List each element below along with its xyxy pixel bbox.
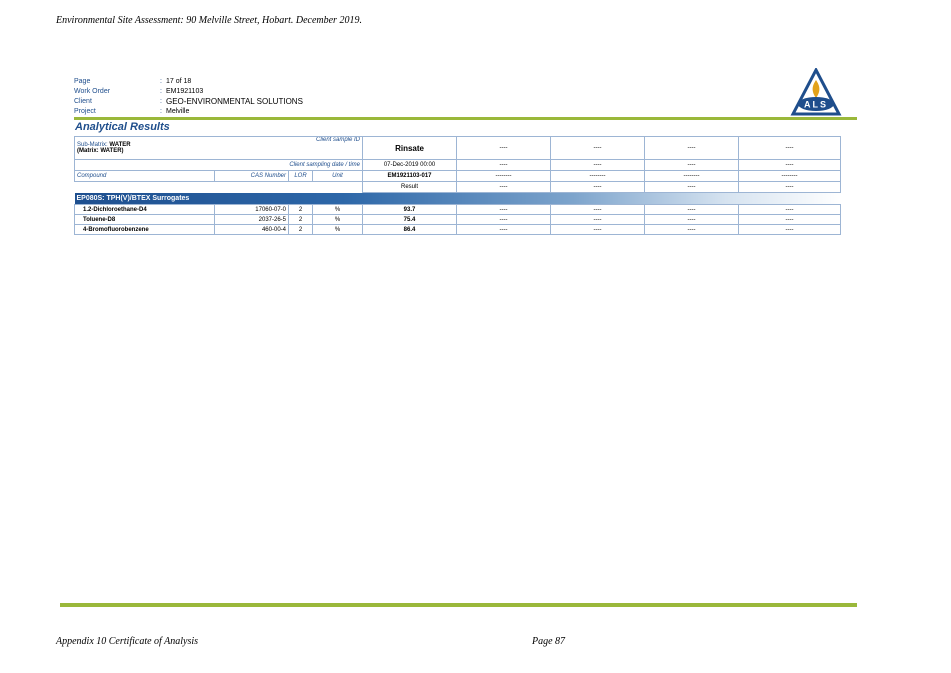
meta-colon: : (160, 98, 162, 105)
cas-header: CAS Number (215, 171, 289, 182)
logo-text: ALS (804, 99, 828, 110)
matrix-line: (Matrix: WATER) (77, 148, 124, 154)
unit-header: Unit (313, 171, 363, 182)
als-logo-icon (790, 68, 842, 118)
empty-value: ---- (457, 215, 551, 225)
group-header-row (75, 193, 841, 205)
meta-row-work-order (74, 87, 303, 97)
compound-name: 1.2-Dichloroethane-D4 (75, 205, 215, 215)
empty-value: ---- (739, 225, 841, 235)
cas-number: 460-00-4 (215, 225, 289, 235)
meta-label: Work Order (74, 88, 111, 95)
meta-row-project (74, 107, 303, 117)
empty-sample-id: ---- (457, 137, 551, 160)
result-value: 75.4 (363, 215, 457, 225)
sample-date-value: 07-Dec-2019 00:00 (363, 160, 457, 171)
result-value: 86.4 (363, 225, 457, 235)
empty-lab-id: -------- (645, 171, 739, 182)
lor-value: 2 (289, 225, 313, 235)
analytical-results-table (74, 136, 840, 235)
meta-colon: : (160, 78, 162, 85)
report-meta (74, 77, 303, 117)
empty-value: ---- (645, 205, 739, 215)
result-label-row (75, 182, 841, 193)
section-title: Analytical Results (75, 121, 170, 133)
table-row (75, 215, 841, 225)
compound-header: Compound (75, 171, 215, 182)
meta-colon: : (160, 108, 162, 115)
cas-number: 2037-26-5 (215, 215, 289, 225)
sample-id-row (75, 137, 841, 160)
meta-value: GEO-ENVIRONMENTAL SOLUTIONS (166, 97, 303, 106)
meta-value: 17 of 18 (166, 78, 192, 85)
client-sampling-label: Client sampling date / time (75, 160, 363, 171)
empty-result: ---- (551, 182, 645, 193)
document-header: Environmental Site Assessment: 90 Melville Street, Hobart. December 2019. (56, 15, 362, 26)
empty-lab-id: -------- (739, 171, 841, 182)
empty-date: ---- (551, 160, 645, 171)
empty-date: ---- (645, 160, 739, 171)
unit-value: % (313, 225, 363, 235)
client-sample-id-label: Client sample ID (289, 137, 363, 160)
meta-label: Project (74, 108, 96, 115)
empty-date: ---- (739, 160, 841, 171)
compound-name: 4-Bromofluorobenzene (75, 225, 215, 235)
empty-value: ---- (551, 205, 645, 215)
empty-lab-id: -------- (551, 171, 645, 182)
result-label: Result (363, 182, 457, 193)
lor-header: LOR (289, 171, 313, 182)
empty-value: ---- (551, 215, 645, 225)
empty-value: ---- (457, 205, 551, 215)
table-row (75, 205, 841, 215)
empty-sample-id: ---- (551, 137, 645, 160)
lor-value: 2 (289, 205, 313, 215)
result-value: 93.7 (363, 205, 457, 215)
meta-colon: : (160, 88, 162, 95)
cas-number: 17060-07-0 (215, 205, 289, 215)
page-number-value: 87 (555, 636, 566, 647)
sampling-date-row (75, 160, 841, 171)
page-prefix: Page (532, 636, 553, 647)
meta-row-page (74, 77, 303, 87)
meta-row-client (74, 97, 303, 107)
footer-rule (60, 603, 857, 607)
matrix-cell (75, 137, 289, 160)
empty-value: ---- (645, 215, 739, 225)
lor-value: 2 (289, 215, 313, 225)
empty-value: ---- (551, 225, 645, 235)
empty-value: ---- (645, 225, 739, 235)
empty-value: ---- (739, 205, 841, 215)
document-footer-title: Appendix 10 Certificate of Analysis (56, 636, 199, 647)
meta-value: Melville (166, 108, 190, 115)
lab-id-value: EM1921103-017 (363, 171, 457, 182)
compound-name: Toluene-D8 (75, 215, 215, 225)
empty-sample-id: ---- (739, 137, 841, 160)
page-number (532, 636, 565, 647)
group-title: EP080S: TPH(V)/BTEX Surrogates (75, 193, 841, 205)
result-label-spacer (75, 182, 363, 193)
sample-id-value: Rinsate (363, 137, 457, 160)
empty-result: ---- (739, 182, 841, 193)
empty-result: ---- (645, 182, 739, 193)
empty-result: ---- (457, 182, 551, 193)
unit-value: % (313, 215, 363, 225)
header-rule (74, 117, 857, 120)
submatrix-value: WATER (109, 142, 131, 148)
empty-value: ---- (457, 225, 551, 235)
meta-label: Page (74, 78, 91, 85)
meta-label: Client (74, 98, 92, 105)
empty-sample-id: ---- (645, 137, 739, 160)
empty-date: ---- (457, 160, 551, 171)
empty-lab-id: -------- (457, 171, 551, 182)
submatrix-label: Sub-Matrix: (77, 142, 108, 148)
meta-value: EM1921103 (166, 88, 204, 95)
column-header-row (75, 171, 841, 182)
empty-value: ---- (739, 215, 841, 225)
unit-value: % (313, 205, 363, 215)
table-row (75, 225, 841, 235)
